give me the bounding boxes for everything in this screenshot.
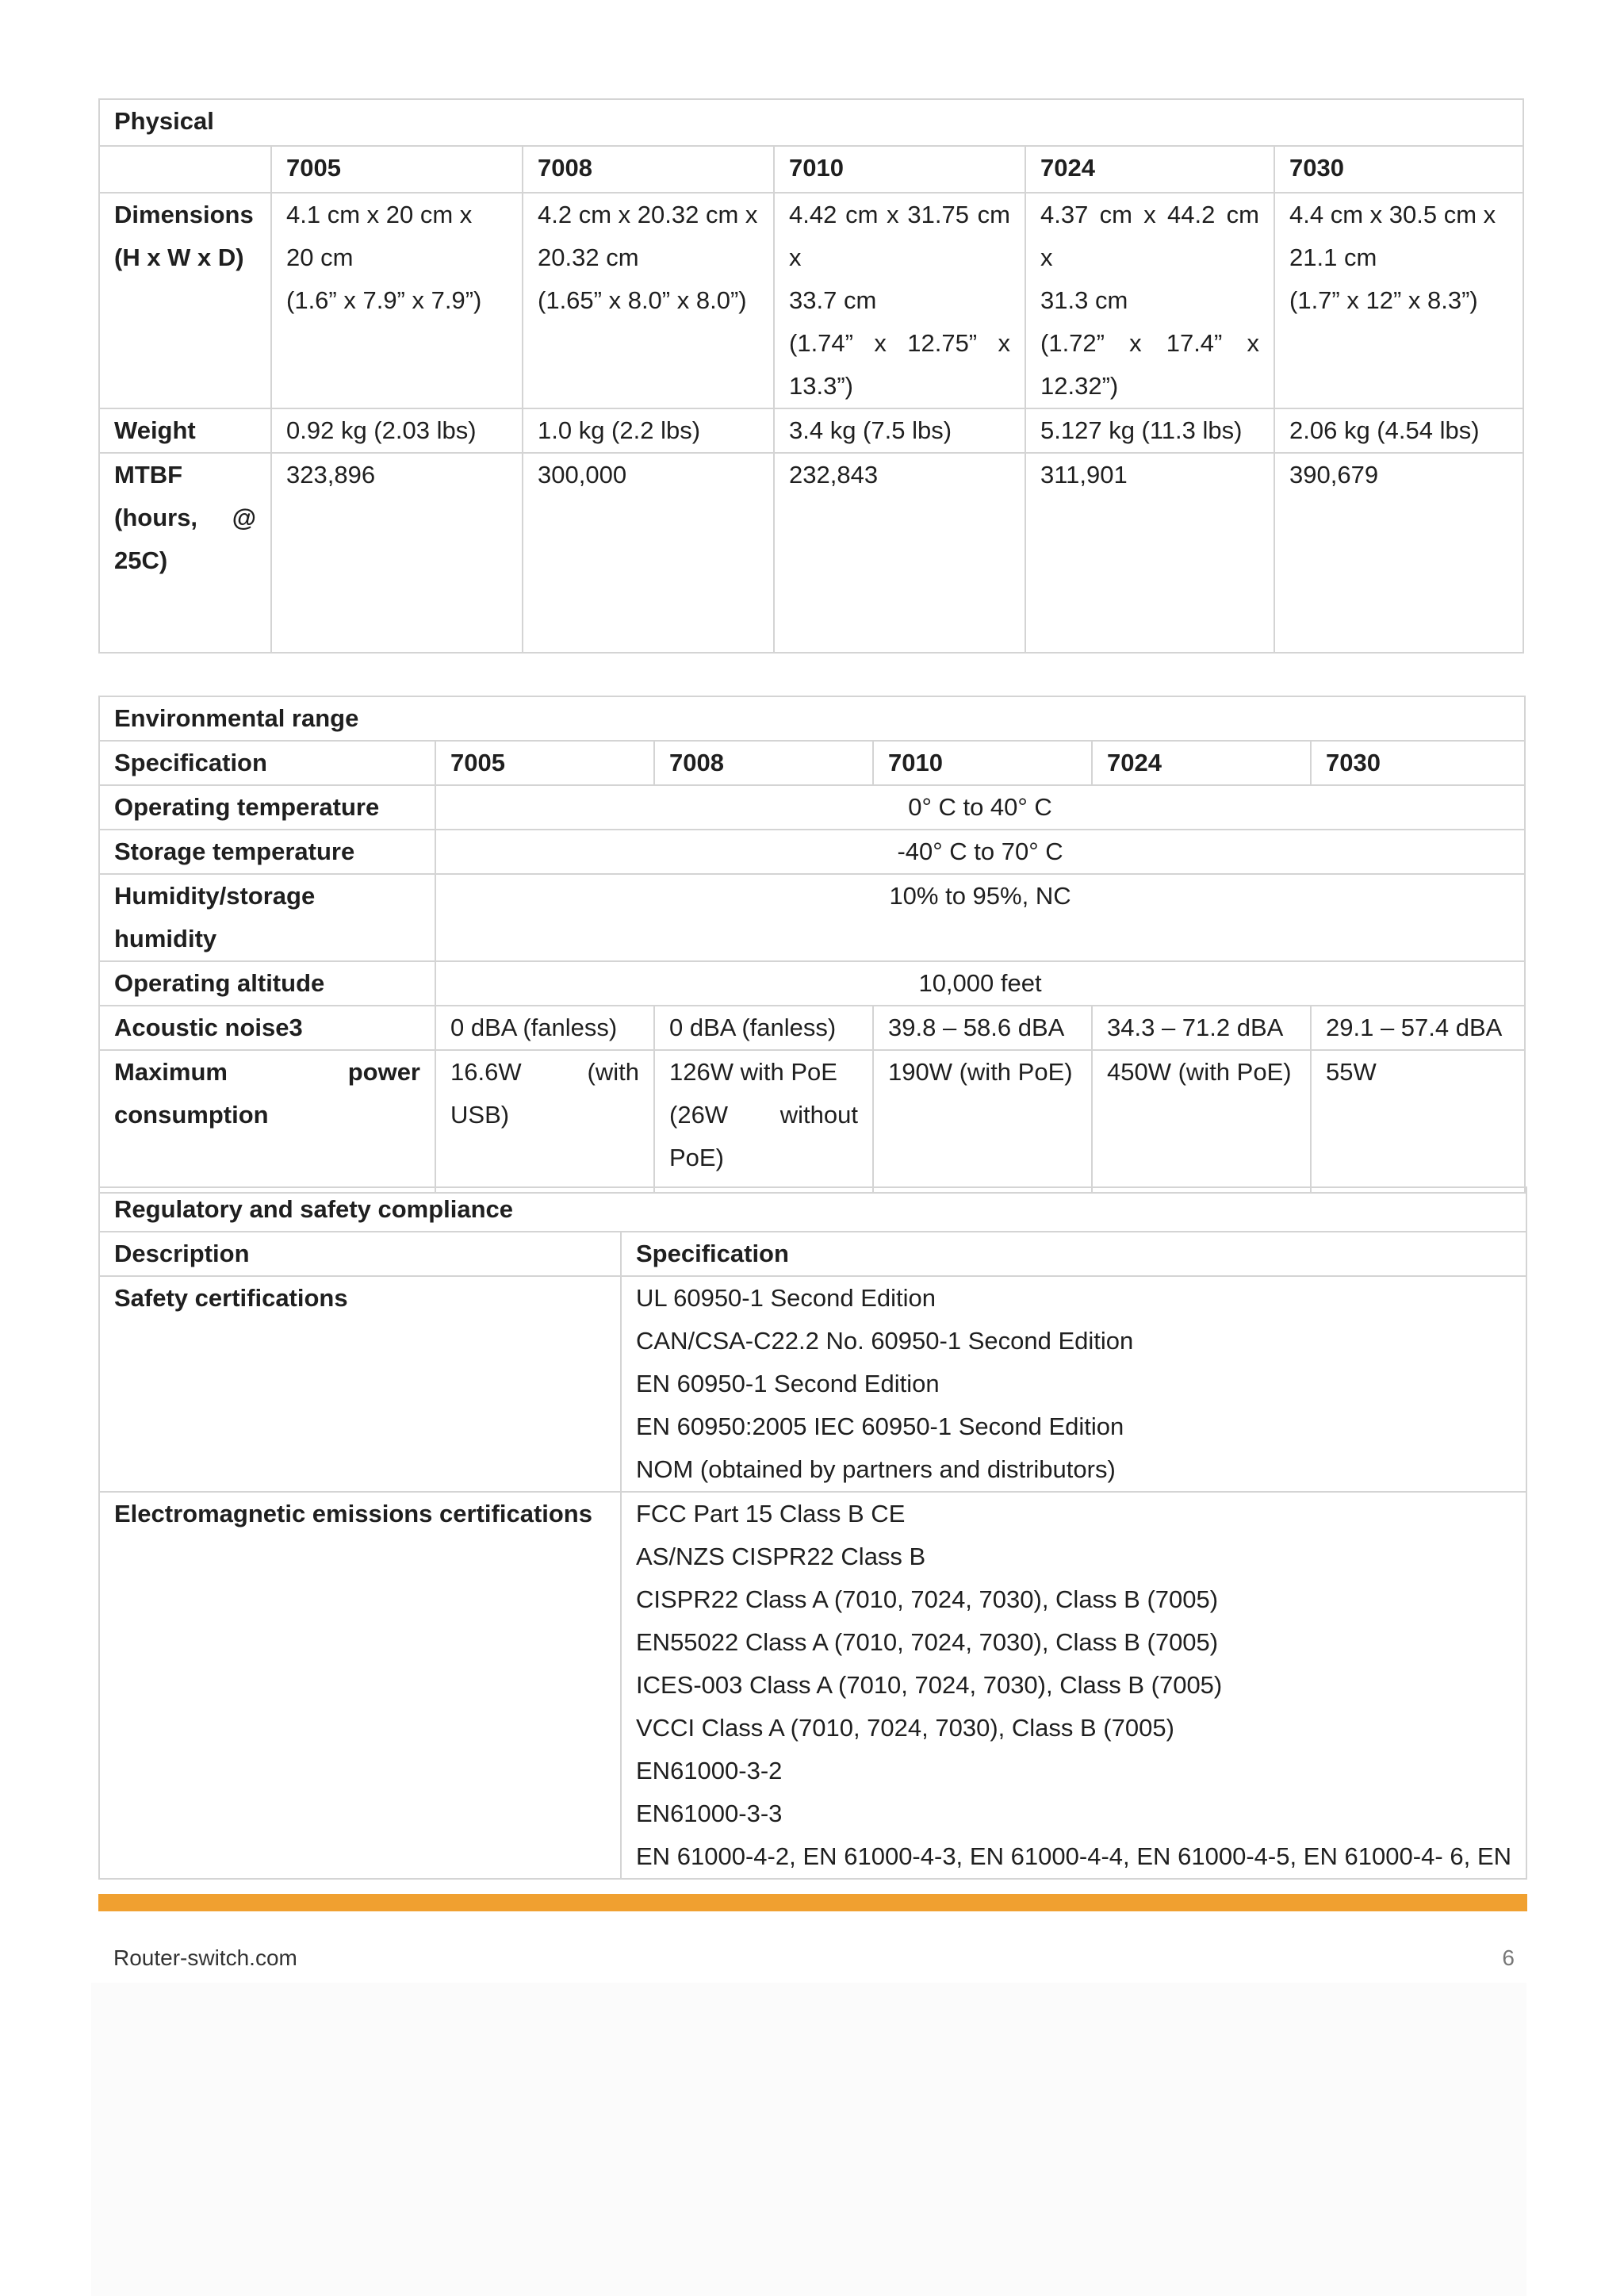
list-item: EN 60950-1 Second Edition	[636, 1370, 940, 1397]
model-header: 7005	[435, 741, 654, 785]
weight-label: Weight	[99, 408, 271, 453]
list-item: EN 60950:2005 IEC 60950-1 Second Edition	[636, 1412, 1124, 1440]
storage-temperature-value: -40° C to 70° C	[435, 830, 1525, 874]
list-item: CAN/CSA-C22.2 No. 60950-1 Second Edition	[636, 1327, 1134, 1355]
list-item: AS/NZS CISPR22 Class B	[636, 1543, 926, 1570]
page-bottom-area	[91, 1983, 1526, 2296]
list-item: EN61000-3-3	[636, 1800, 783, 1827]
max-power-value: 450W (with PoE)	[1092, 1050, 1311, 1193]
list-item: ICES-003 Class A (7010, 7024, 7030), Class B (7005)	[636, 1671, 1223, 1699]
regulatory-title: Regulatory and safety compliance	[99, 1187, 1526, 1232]
list-item: FCC Part 15 Class B CE	[636, 1500, 906, 1527]
weight-value: 0.92 kg (2.03 lbs)	[271, 408, 523, 453]
weight-value: 3.4 kg (7.5 lbs)	[774, 408, 1025, 453]
model-header: 7024	[1025, 146, 1274, 193]
model-header: 7010	[873, 741, 1092, 785]
mtbf-value: 323,896	[271, 453, 523, 653]
acoustic-noise-value: 29.1 – 57.4 dBA	[1311, 1006, 1525, 1050]
environmental-table	[98, 696, 1526, 1194]
list-item: EN 61000-4-2, EN 61000-4-3, EN 61000-4-4, EN 61000-4-5, EN 61000-4- 6, EN	[636, 1842, 1512, 1870]
list-item: CISPR22 Class A (7010, 7024, 7030), Class B (7005)	[636, 1585, 1219, 1613]
physical-header-blank	[99, 146, 271, 193]
max-power-label: Maximum power consumption	[99, 1050, 435, 1193]
max-power-value: 55W	[1311, 1050, 1525, 1193]
dimensions-value: 4.1 cm x 20 cm x 20 cm (1.6” x 7.9” x 7.9”)	[271, 193, 523, 408]
max-power-value: 126W with PoE (26W without PoE)	[654, 1050, 873, 1193]
model-header: 7030	[1311, 741, 1525, 785]
mtbf-label: MTBF (hours, @ 25C)	[99, 453, 271, 653]
weight-value: 2.06 kg (4.54 lbs)	[1274, 408, 1523, 453]
acoustic-noise-label: Acoustic noise3	[99, 1006, 435, 1050]
emc-certifications-list	[621, 1492, 1526, 1879]
mtbf-value: 300,000	[523, 453, 774, 653]
acoustic-noise-value: 0 dBA (fanless)	[435, 1006, 654, 1050]
altitude-value: 10,000 feet	[435, 961, 1525, 1006]
list-item: VCCI Class A (7010, 7024, 7030), Class B (7005)	[636, 1714, 1174, 1742]
model-header: 7008	[523, 146, 774, 193]
humidity-label: Humidity/storage humidity	[99, 874, 435, 961]
altitude-label: Operating altitude	[99, 961, 435, 1006]
footer-site-name: Router-switch.com	[113, 1945, 297, 1970]
page-number: 6	[1502, 1945, 1515, 1970]
mtbf-value: 232,843	[774, 453, 1025, 653]
safety-certifications-label: Safety certifications	[99, 1276, 621, 1492]
list-item: NOM (obtained by partners and distributors)	[636, 1455, 1116, 1483]
description-header: Description	[99, 1232, 621, 1276]
dimensions-value: 4.4 cm x 30.5 cm x 21.1 cm (1.7” x 12” x 8.3”)	[1274, 193, 1523, 408]
weight-value: 5.127 kg (11.3 lbs)	[1025, 408, 1274, 453]
physical-title: Physical	[99, 99, 1523, 146]
model-header: 7030	[1274, 146, 1523, 193]
humidity-value: 10% to 95%, NC	[435, 874, 1525, 961]
dimensions-value: 4.37 cm x 44.2 cm x 31.3 cm (1.72” x 17.4” x 12.32”)	[1025, 193, 1274, 408]
physical-table	[98, 98, 1524, 654]
list-item: EN55022 Class A (7010, 7024, 7030), Class B (7005)	[636, 1628, 1219, 1656]
specification-header: Specification	[99, 741, 435, 785]
acoustic-noise-value: 39.8 – 58.6 dBA	[873, 1006, 1092, 1050]
model-header: 7008	[654, 741, 873, 785]
model-header: 7024	[1092, 741, 1311, 785]
dimensions-label: Dimensions (H x W x D)	[99, 193, 271, 408]
max-power-value: 190W (with PoE)	[873, 1050, 1092, 1193]
storage-temperature-label: Storage temperature	[99, 830, 435, 874]
operating-temperature-label: Operating temperature	[99, 785, 435, 830]
mtbf-value: 311,901	[1025, 453, 1274, 653]
footer-accent-bar	[98, 1894, 1527, 1911]
list-item: EN61000-3-2	[636, 1757, 783, 1784]
mtbf-value: 390,679	[1274, 453, 1523, 653]
specification-header: Specification	[621, 1232, 1526, 1276]
acoustic-noise-value: 34.3 – 71.2 dBA	[1092, 1006, 1311, 1050]
regulatory-table	[98, 1186, 1527, 1880]
acoustic-noise-value: 0 dBA (fanless)	[654, 1006, 873, 1050]
dimensions-value: 4.2 cm x 20.32 cm x 20.32 cm (1.65” x 8.0” x 8.0”)	[523, 193, 774, 408]
operating-temperature-value: 0° C to 40° C	[435, 785, 1525, 830]
model-header: 7005	[271, 146, 523, 193]
list-item: UL 60950-1 Second Edition	[636, 1284, 936, 1312]
max-power-value: 16.6W (with USB)	[435, 1050, 654, 1193]
environmental-title: Environmental range	[99, 696, 1525, 741]
safety-certifications-list	[621, 1276, 1526, 1492]
dimensions-value: 4.42 cm x 31.75 cm x 33.7 cm (1.74” x 12.75” x 13.3”)	[774, 193, 1025, 408]
emc-certifications-label: Electromagnetic emissions certifications	[99, 1492, 621, 1879]
weight-value: 1.0 kg (2.2 lbs)	[523, 408, 774, 453]
model-header: 7010	[774, 146, 1025, 193]
